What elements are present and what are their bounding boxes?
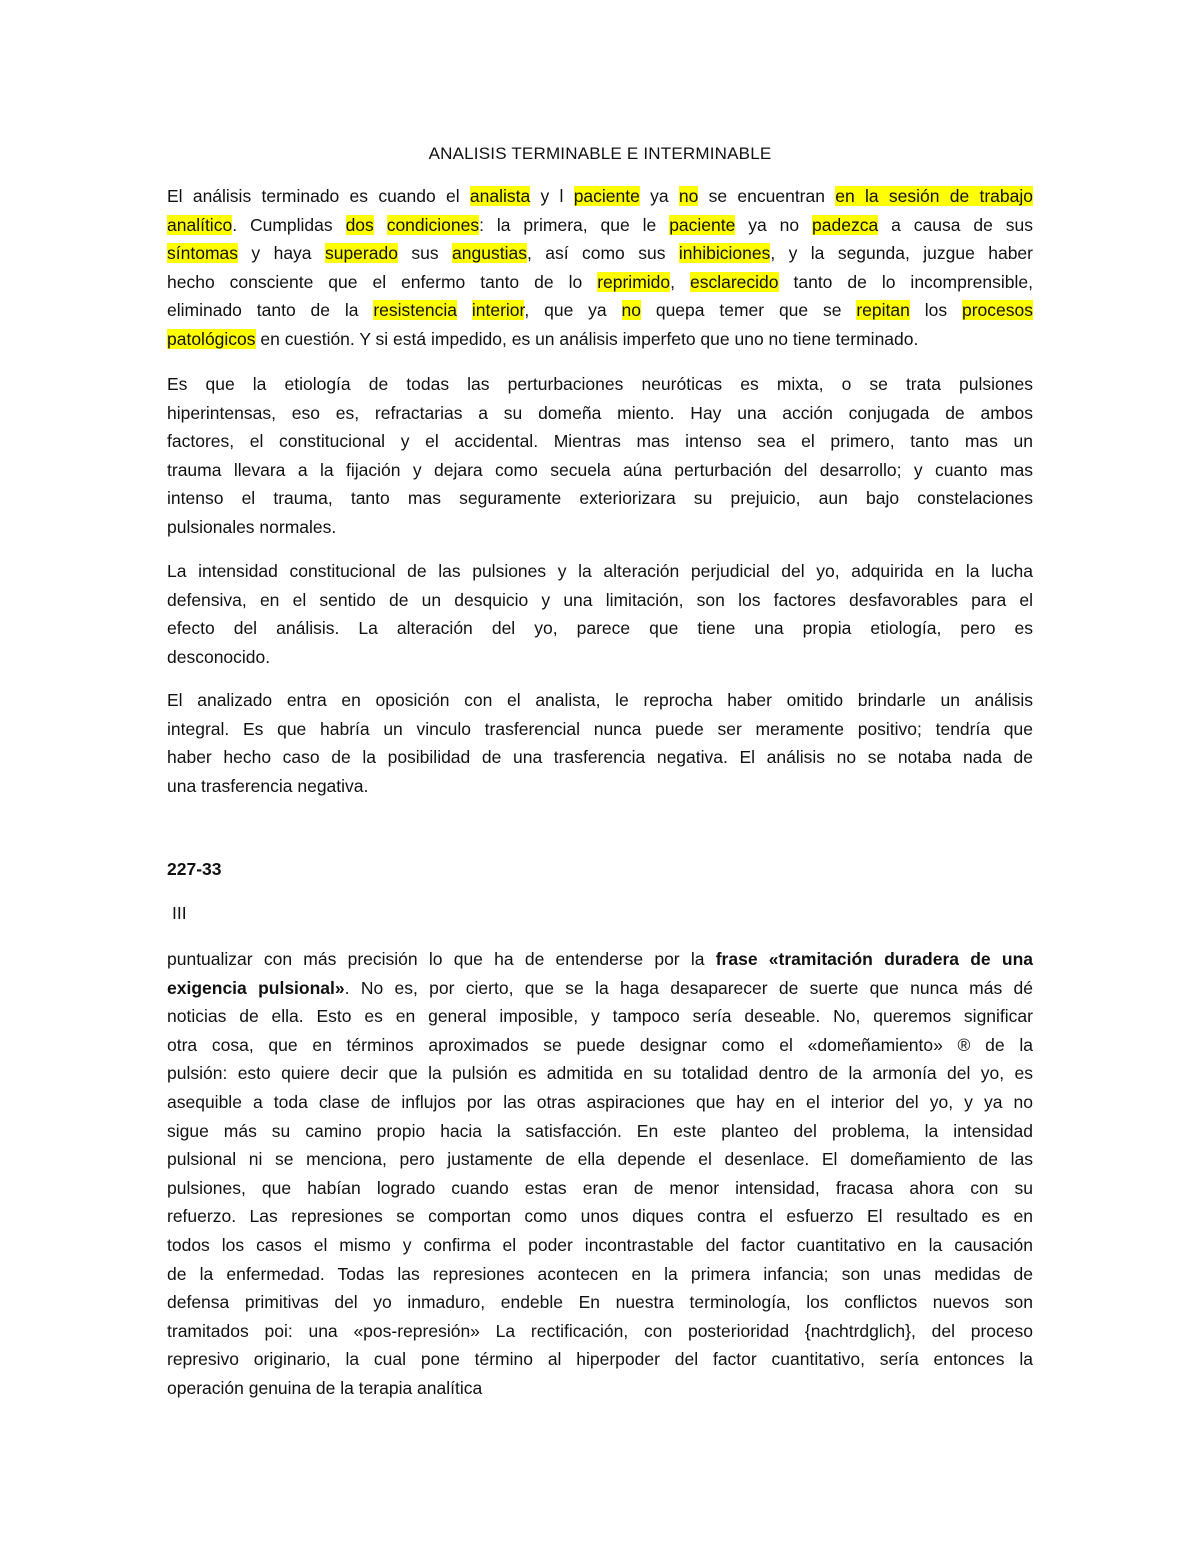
highlighted-term: procesos — [961, 300, 1033, 321]
text-line: patológicos en cuestión. Y si está impedido, es un análisis imperfeto que uno no tiene terminado. — [167, 328, 919, 349]
page-reference: 227-33 — [167, 859, 222, 879]
highlighted-term: reprimido — [597, 271, 671, 292]
text-line: exigencia pulsional». No es, por cierto, que se la haga desaparecer de suerte que nunca más dé — [167, 977, 1034, 998]
highlighted-term: interior — [471, 300, 525, 321]
paragraph-3 — [167, 557, 1033, 671]
text-line: puntualizar con más precisión lo que ha de entenderse por la frase «tramitación duradera de una — [167, 949, 1033, 969]
text-line: una trasferencia negativa. — [167, 775, 369, 796]
text-line: desconocido. — [167, 646, 271, 667]
paragraph-5 — [167, 945, 1033, 1403]
highlighted-term: no — [621, 300, 641, 321]
text-line: pulsional ni se menciona, pero justamente de ella depende el desenlace. El domeñamiento de las — [167, 1149, 1033, 1170]
highlighted-term: condiciones — [386, 214, 480, 235]
text-line: refuerzo. Las represiones se comportan como unos diques contra el esfuerzo El resultado es en — [167, 1206, 1033, 1227]
text-line: trauma llevara a la fijación y dejara como secuela aúna perturbación del desarrollo; y cuanto mas — [167, 459, 1033, 480]
text-line: hiperintensas, eso es, refractarias a su domeña miento. Hay una acción conjugada de ambos — [167, 402, 1033, 423]
paragraph-2 — [167, 370, 1033, 542]
text-line: efecto del análisis. La alteración del yo, parece que tiene una propia etiología, pero es — [167, 618, 1033, 639]
text-line: pulsionales normales. — [167, 516, 337, 537]
text-line: analítico. Cumplidas dos condiciones: la primera, que le paciente ya no padezca a causa de sus — [167, 214, 1033, 235]
highlighted-term: analítico — [167, 214, 233, 235]
text-line: Es que la etiología de todas las perturbaciones neuróticas es mixta, o se trata pulsiones — [167, 374, 1033, 394]
document-title: ANALISIS TERMINABLE E INTERMINABLE — [428, 144, 772, 163]
highlighted-term: en la sesión de trabajo — [835, 186, 1033, 206]
highlighted-term: no — [678, 186, 699, 206]
text-line: factores, el constitucional y el accidental. Mientras mas intenso sea el primero, tanto mas un — [167, 431, 1033, 452]
text-line: El analizado entra en oposición con el analista, le reprocha haber omitido brindarle un análisis — [167, 690, 1033, 710]
text-line: haber hecho caso de la posibilidad de una trasferencia negativa. El análisis no se notaba nada de — [167, 747, 1033, 768]
highlighted-term: padezca — [812, 214, 879, 235]
text-line: de la enfermedad. Todas las represiones acontecen en la primera infancia; son unas medidas de — [167, 1263, 1033, 1284]
text-line: noticias de ella. Esto es en general imposible, y tampoco sería deseable. No, queremos significar — [167, 1006, 1033, 1027]
text-line: otra cosa, que en términos aproximados se puede designar como el «domeñamiento» ® de la — [167, 1034, 1033, 1055]
text-line: intenso el trauma, tanto mas seguramente exteriorizara su prejuicio, aun bajo constelaciones — [167, 488, 1033, 509]
highlighted-term: analista — [469, 186, 531, 206]
highlighted-term: dos — [345, 214, 374, 235]
highlighted-term: superado — [324, 243, 398, 264]
text-line: pulsiones, que habían logrado cuando estas eran de menor intensidad, fracasa ahora con su — [167, 1177, 1033, 1198]
text-line: pulsión: esto quiere decir que la pulsión es admitida en su totalidad dentro de la armonía del yo, es — [167, 1063, 1033, 1084]
text-line: sigue más su camino propio hacia la satisfacción. En este planteo del problema, la intensidad — [167, 1120, 1033, 1141]
highlighted-term: paciente — [573, 186, 640, 206]
text-line: tramitados poi: una «pos-represión» La rectificación, con posterioridad {nachtrdglich}, del proceso — [167, 1320, 1033, 1341]
bold-phrase: exigencia pulsional» — [167, 977, 345, 998]
text-line: todos los casos el mismo y confirma el poder incontrastable del factor cuantitativo en la causación — [167, 1234, 1033, 1255]
text-line: integral. Es que habría un vinculo trasferencial nunca puede ser meramente positivo; tendría que — [167, 718, 1033, 739]
text-line: operación genuina de la terapia analítica — [167, 1377, 483, 1398]
bold-phrase: frase «tramitación duradera de una — [715, 949, 1033, 969]
highlighted-term: esclarecido — [689, 271, 779, 292]
section-number: III — [172, 903, 187, 923]
highlighted-term: paciente — [669, 214, 736, 235]
text-line: síntomas y haya superado sus angustias, así como sus inhibiciones, y la segunda, juzgue haber — [167, 243, 1033, 264]
highlighted-term: patológicos — [167, 328, 256, 349]
paragraph-4 — [167, 686, 1033, 800]
highlighted-term: angustias — [452, 243, 527, 264]
text-line: asequible a toda clase de influjos por las otras aspiraciones que hay en el interior del yo, y ya no — [167, 1091, 1033, 1112]
text-line: defensa primitivas del yo inmaduro, endeble En nuestra terminología, los conflictos nuevos son — [167, 1292, 1033, 1313]
text-line: represivo originario, la cual pone término al hiperpoder del factor cuantitativo, sería entonces la — [167, 1349, 1033, 1370]
highlighted-term: síntomas — [167, 243, 238, 264]
highlighted-term: inhibiciones — [678, 243, 771, 264]
text-line: hecho consciente que el enfermo tanto de lo reprimido, esclarecido tanto de lo incomprensible, — [167, 271, 1033, 292]
text-line: defensiva, en el sentido de un desquicio y una limitación, son los factores desfavorables para el — [167, 589, 1033, 610]
text-line: La intensidad constitucional de las pulsiones y la alteración perjudicial del yo, adquirida en la lucha — [167, 561, 1033, 581]
text-line: eliminado tanto de la resistencia interior, que ya no quepa temer que se repitan los procesos — [167, 300, 1033, 321]
highlighted-term: resistencia — [373, 300, 457, 321]
text-line: El análisis terminado es cuando el analista y l paciente ya no se encuentran en la sesión de trabajo — [167, 186, 1033, 206]
highlighted-term: repitan — [856, 300, 910, 321]
paragraph-1 — [167, 182, 1033, 354]
